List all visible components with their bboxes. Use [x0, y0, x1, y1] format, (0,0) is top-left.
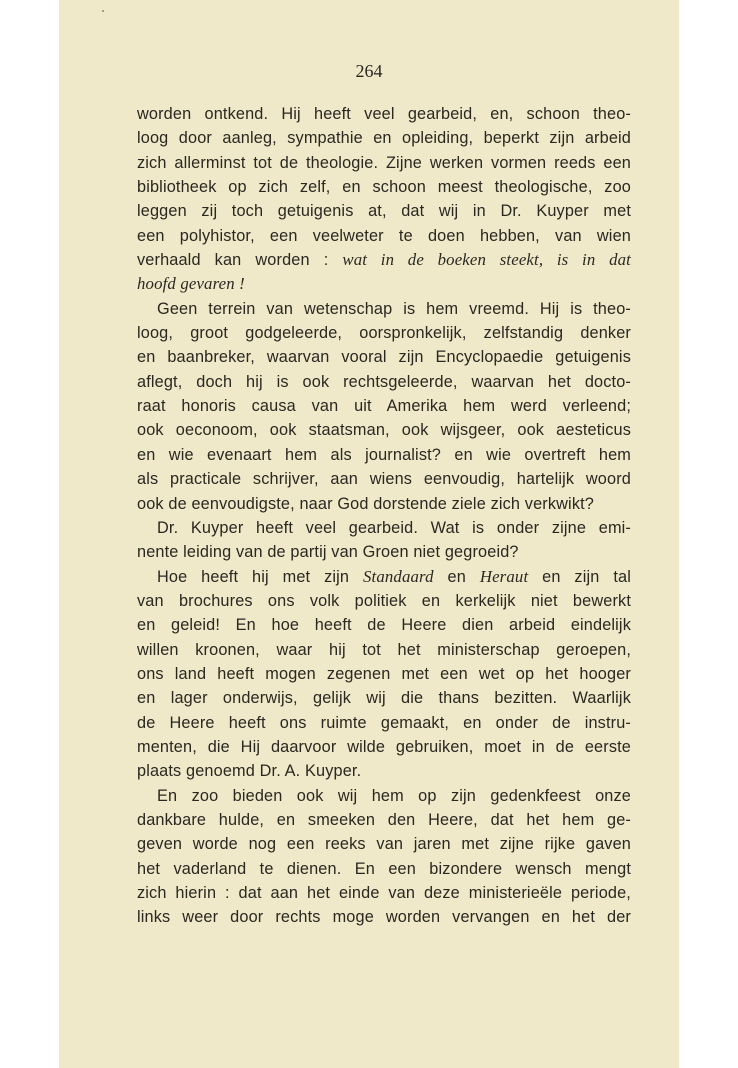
text-line — [137, 272, 631, 296]
text-line: en geleid! En hoe heeft de Heere dien arbeid eindelijk — [137, 616, 631, 635]
italic-quote: hoofd gevaren ! — [137, 274, 245, 294]
text-line: bibliotheek op zich zelf, en schoon meest theologische, zoo — [137, 178, 631, 197]
text-line: dankbare hulde, en smeeken den Heere, dat het hem ge- — [137, 810, 631, 829]
text-line: aflegt, doch hij is ook rechtsgeleerde, waarvan het docto- — [137, 372, 631, 391]
text-line: zich hierin : dat aan het einde van deze ministerieële periode, — [137, 884, 631, 902]
text-line: de Heere heeft ons ruimte gemaakt, en onder de instru- — [137, 713, 631, 732]
text-line — [137, 248, 631, 272]
text-line: willen kroonen, waar hij tot het ministerschap geroepen, — [137, 640, 631, 659]
text-line: worden ontkend. Hij heeft veel gearbeid, en, schoon theo- — [137, 105, 631, 123]
text-line: van brochures ons volk politiek en kerkelijk niet bewerkt — [137, 591, 631, 610]
body-text — [137, 102, 631, 930]
text-line: plaats genoemd Dr. A. Kuyper. — [137, 762, 362, 781]
text-line: raat honoris causa van uit Amerika hem werd verleend; — [137, 397, 631, 416]
italic-title: Heraut — [479, 566, 529, 586]
text-line: als practicale schrijver, aan wiens eenvoudig, hartelijk woord — [137, 470, 631, 489]
page-number: 264 — [355, 61, 383, 81]
text-line: En zoo bieden ook wij hem op zijn gedenkfeest onze — [157, 786, 631, 805]
text-line: nente leiding van de partij van Groen niet gegroeid? — [137, 543, 519, 562]
text-line — [137, 565, 631, 589]
text-line: loog, groot godgeleerde, oorspronkelijk, zelfstandig denker — [137, 324, 631, 343]
text-line: een polyhistor, een veelweter te doen hebben, van wien — [137, 226, 631, 245]
text-line: zich allerminst tot de theologie. Zijne werken vormen reeds een — [137, 153, 631, 172]
text-line: leggen zij toch getuigenis at, dat wij in Dr. Kuyper met — [137, 202, 631, 221]
text-segment: verhaald kan worden : — [137, 251, 329, 270]
text-line: ook de eenvoudigste, naar God dorstende ziele zich verkwikt? — [137, 494, 594, 513]
text-line: en baanbreker, waarvan vooral zijn Encyclopaedie getuigenis — [137, 348, 631, 367]
text-line: loog door aanleg, sympathie en opleiding, beperkt zijn arbeid — [137, 129, 631, 148]
text-line: ons land heeft mogen zegenen met een wet op het hooger — [137, 664, 631, 683]
italic-title: Standaard — [362, 566, 434, 586]
text-segment: en zijn tal — [542, 567, 631, 586]
book-page — [59, 0, 679, 1068]
text-line: het vaderland te dienen. En een bizondere wensch mengt — [137, 859, 631, 878]
text-line: links weer door rechts moge worden vervangen en het der — [137, 908, 631, 927]
text-line: ook oeconoom, ook staatsman, ook wijsgeer, ook aesteticus — [137, 421, 631, 440]
text-line: menten, die Hij daarvoor wilde gebruiken, moet in de eerste — [137, 737, 631, 756]
text-segment: Hoe heeft hij met zijn — [157, 567, 350, 586]
speck — [102, 10, 104, 12]
text-segment: en — [447, 567, 466, 586]
text-line: en lager onderwijs, gelijk wij die thans bezitten. Waarlijk — [137, 689, 631, 708]
text-line: en wie evenaart hem als journalist? en wie overtreft hem — [137, 445, 631, 464]
text-line: Dr. Kuyper heeft veel gearbeid. Wat is onder zijne emi- — [157, 518, 631, 537]
text-line: geven worde nog een reeks van jaren met zijne rijke gaven — [137, 835, 631, 854]
italic-quote: wat in de boeken steekt, is in dat — [342, 250, 631, 270]
text-line: Geen terrein van wetenschap is hem vreemd. Hij is theo- — [157, 299, 631, 318]
